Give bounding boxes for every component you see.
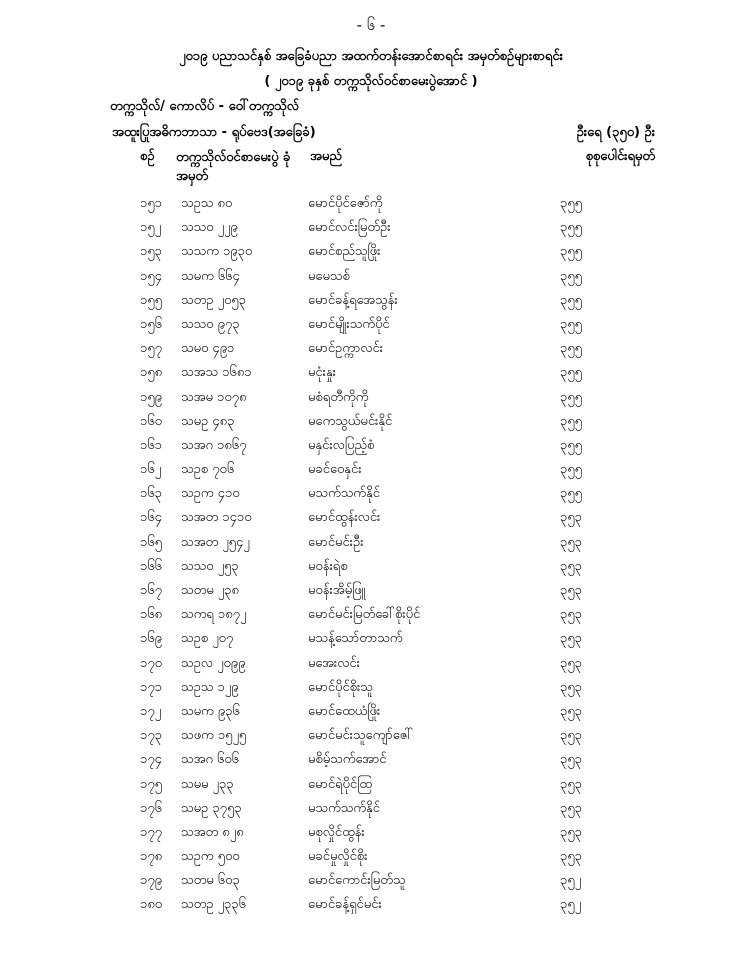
- student-name: မောင်ထွန်းလင်း: [308, 510, 381, 526]
- total-marks: ၃၅၂: [560, 873, 582, 889]
- row-number: ၁၆၄: [140, 510, 162, 526]
- table-row: [0, 675, 742, 699]
- student-name: မောင်စည်သူဖြိုး: [308, 244, 381, 260]
- row-number: ၁၇၃: [140, 728, 162, 744]
- total-marks: ၃၅၅: [560, 365, 582, 381]
- roll-number: သဥစ ၇၀၆: [181, 462, 235, 478]
- student-name: မောင်မင်းသူကျော်ဇေါ်: [308, 728, 414, 744]
- roll-number: သသဝ ၂၅၃: [181, 558, 239, 574]
- total-marks: ၃၅၃: [560, 607, 582, 623]
- student-name: မောင်မျိုးသက်ပိုင်: [308, 316, 390, 332]
- university-label: တက္ကသိုလ်/ ကောလိပ် - ဝေါ်တက္ကသိုလ်: [110, 99, 299, 114]
- total-marks: ၃၅၅: [560, 196, 582, 211]
- table-row: [0, 820, 742, 844]
- row-number: ၁၆၅: [140, 534, 162, 550]
- roll-number: သသဝ ၂၂၉: [181, 220, 238, 236]
- row-number: ၁၅၃: [140, 244, 162, 260]
- table-row: [0, 602, 742, 626]
- roll-number: သအမ ၁၀၇၈: [181, 389, 247, 405]
- roll-number: သဥသ ၈၀: [181, 196, 233, 211]
- document-subtitle: ( ၂၀၁၉ ခုနှစ် တက္ကသိုလ်ဝင်စာမေးပွဲအောင် ): [264, 74, 478, 89]
- student-name: မောင်ထေယံဖြိုး: [308, 703, 381, 719]
- row-number: ၁၇၉: [140, 873, 162, 889]
- row-number: ၁၇၅: [140, 776, 162, 792]
- row-number: ၁၅၁: [140, 196, 162, 211]
- student-name: မောင်ဥက္ကာလင်း: [308, 341, 384, 357]
- total-marks: ၃၅၃: [560, 510, 582, 526]
- student-name: မခင်ဝေနှင်း: [308, 462, 362, 478]
- document-title: ၂၀၁၉ ပညာသင်နှစ် အခြေခံပညာ အထက်တန်းအောင်စာရင်း အမှတ်စဉ်များစာရင်း: [179, 49, 563, 64]
- roll-number: သအတ ၈၂၈: [181, 824, 244, 840]
- roll-number: သမဝ ၄၉၁: [181, 341, 235, 357]
- table-row: [0, 336, 742, 360]
- row-number: ၁၇၆: [140, 800, 162, 816]
- table-row: [0, 530, 742, 554]
- table-row: [0, 264, 742, 288]
- table-row: [0, 191, 742, 215]
- row-number: ၁၆၇: [140, 583, 162, 598]
- roll-number: သတဥ ၂၃၃၆: [181, 897, 246, 913]
- total-marks: ၃၅၅: [560, 244, 582, 260]
- student-name: မငုံးနှုး: [308, 365, 336, 381]
- row-number: ၁၆၆: [140, 558, 162, 574]
- table-row: [0, 844, 742, 868]
- table-row: [0, 457, 742, 481]
- total-marks: ၃၅၅: [560, 220, 582, 236]
- roll-number: သအတ ၁၄၁၀: [181, 510, 252, 526]
- total-marks: ၃၅၅: [560, 437, 582, 453]
- total-marks: ၃၅၃: [560, 583, 582, 598]
- roll-number: သသက ၁၉၃၀: [181, 244, 253, 260]
- row-number: ၁၆၂: [140, 462, 162, 478]
- column-header-roll: တက္ကသိုလ်ဝင်စာမေးပွဲ ခုံအမှတ်: [176, 150, 291, 184]
- row-number: ၁၅၉: [140, 389, 162, 405]
- total-marks: ၃၅၃: [560, 776, 582, 792]
- student-name: မောင်ကောင်းမြတ်သူ: [308, 873, 406, 889]
- roll-number: သဥစ ၂၀၇: [181, 631, 234, 647]
- major-subject-label: အထူးပြုအဓိကဘာသာ - ရုပ်ဗေဒ(အခြေခံ): [112, 125, 316, 140]
- total-marks: ၃၅၅: [560, 316, 582, 332]
- table-row: [0, 772, 742, 796]
- student-name: မသန့်သော်တာသက်: [308, 631, 403, 647]
- student-name: မောင်ရဲပိုင်ထြ: [308, 776, 372, 792]
- total-marks: ၃၅၃: [560, 849, 582, 865]
- row-number: ၁၅၇: [140, 341, 162, 357]
- student-name: မောင်မင်းမြတ်ခေါ်စိုးပိုင်: [308, 607, 421, 623]
- row-number: ၁၅၂: [140, 220, 162, 236]
- roll-number: သမဥ ၄၈၃: [181, 413, 235, 429]
- roll-number: သမက ၉၃၆: [181, 703, 240, 719]
- row-number: ၁၆၉: [140, 631, 162, 647]
- total-marks: ၃၅၃: [560, 752, 582, 768]
- roll-number: သကရ ၁၈၇၂: [181, 607, 247, 623]
- roll-number: သဥလ ၂၀၉၉: [181, 655, 246, 671]
- student-name: မမေသစ်: [308, 268, 350, 284]
- student-name: မစိမ့်သက်အောင်: [308, 752, 387, 768]
- roll-number: သတမ ၆၀၃: [181, 873, 240, 889]
- table-row: [0, 433, 742, 457]
- row-number: ၁၇၀: [140, 655, 162, 671]
- table-row: [0, 505, 742, 529]
- total-marks: ၃၅၅: [560, 486, 582, 502]
- student-name: မောင်ပိုင်ဇော်ကို: [308, 196, 383, 211]
- roll-number: သသဝ ၉၇၃: [181, 316, 240, 332]
- student-name: မသက်သက်နိုင်: [308, 800, 380, 816]
- total-marks: ၃၅၃: [560, 679, 582, 695]
- table-row: [0, 409, 742, 433]
- total-marks: ၃၅၅: [560, 292, 582, 308]
- roll-number: သဥက ၄၁၀: [181, 486, 240, 502]
- row-number: ၁၅၆: [140, 316, 162, 332]
- roll-number: သတဥ ၂၀၅၃: [181, 292, 246, 308]
- roll-number: သမက ၆၆၄: [181, 268, 240, 284]
- total-marks: ၃၅၃: [560, 728, 582, 744]
- student-name: မောင်လင်းမြတ်ဦး: [308, 220, 391, 236]
- total-marks: ၃၅၃: [560, 824, 582, 840]
- table-row: [0, 578, 742, 602]
- roll-number: သမမ ၂၃၃: [181, 776, 234, 792]
- total-marks: ၃၅၅: [560, 389, 582, 405]
- table-row: [0, 554, 742, 578]
- student-name: မခင်မှုလှိုင်စိုး: [308, 849, 368, 865]
- student-name: မောင်ခန့်ရအေသွန်း: [308, 292, 398, 308]
- table-row: [0, 651, 742, 675]
- roll-number: သတမ ၂၃၈: [181, 583, 239, 598]
- table-row: [0, 215, 742, 239]
- student-name: မစံရတီကိုကို: [308, 389, 369, 405]
- total-marks: ၃၅၅: [560, 268, 582, 284]
- student-name: မနှင်းလပြည့်စံ: [308, 437, 375, 453]
- row-number: ၁၈၀: [140, 897, 163, 913]
- roll-number: သအတ ၂၅၄၂: [181, 534, 250, 550]
- column-header-name: အမည်: [310, 149, 342, 164]
- total-marks: ၃၅၂: [560, 897, 582, 913]
- student-name: မကေသွယ်မင်းနိုင်: [308, 413, 393, 429]
- table-row: [0, 288, 742, 312]
- row-number: ၁၅၈: [140, 365, 163, 381]
- row-number: ၁၇၄: [140, 752, 162, 768]
- student-name: မောင်ပိုင်စိုးသူ: [308, 679, 373, 695]
- column-header-total: စုစုပေါင်းရမှတ်: [585, 149, 655, 164]
- row-number: ၁၇၈: [140, 849, 163, 865]
- table-row: [0, 360, 742, 384]
- student-count: ဦးရေ (၃၅၀) ဦး: [576, 125, 655, 140]
- student-name: မသက်သက်နိုင်: [308, 486, 380, 502]
- total-marks: ၃၅၃: [560, 703, 582, 719]
- total-marks: ၃၅၃: [560, 655, 582, 671]
- row-number: ၁၇၂: [140, 703, 162, 719]
- table-row: [0, 868, 742, 892]
- student-name: မောင်ခန့်ရှင်မင်း: [308, 897, 382, 913]
- roll-number: သဥသ ၁၂၉: [181, 679, 239, 695]
- table-row: [0, 747, 742, 771]
- row-number: ၁၆၀: [140, 413, 162, 429]
- table-row: [0, 699, 742, 723]
- total-marks: ၃၅၃: [560, 800, 582, 816]
- row-number: ၁၆၃: [140, 486, 162, 502]
- row-number: ၁၇၁: [140, 679, 162, 695]
- roll-number: သအဂ ၆၀၆: [181, 752, 239, 768]
- row-number: ၁၅၄: [140, 268, 162, 284]
- table-row: [0, 892, 742, 916]
- table-row: [0, 796, 742, 820]
- table-row: [0, 312, 742, 336]
- roll-number: သမဥ ၃၇၅၃: [181, 800, 242, 816]
- total-marks: ၃၅၃: [560, 558, 582, 574]
- total-marks: ၃၅၅: [560, 413, 582, 429]
- total-marks: ၃၅၅: [560, 341, 582, 357]
- total-marks: ၃၅၃: [560, 631, 582, 647]
- roll-number: သအသ ၁၆၈၁: [181, 365, 252, 381]
- student-name: မအေးလင်း: [308, 655, 360, 671]
- row-number: ၁၆၈: [140, 607, 163, 623]
- table-row: [0, 239, 742, 263]
- total-marks: ၃၅၅: [560, 462, 582, 478]
- roll-number: သအဂ ၁၈၆၇: [181, 437, 247, 453]
- row-number: ၁၇၇: [140, 824, 162, 840]
- roll-number: သဖက ၁၅၂၅: [181, 728, 247, 744]
- total-marks: ၃၅၃: [560, 534, 582, 550]
- page-number: - ၆ -: [356, 16, 386, 34]
- table-row: [0, 723, 742, 747]
- table-row: [0, 481, 742, 505]
- student-name: မောင်မင်းဦး: [308, 534, 364, 550]
- table-row: [0, 626, 742, 650]
- column-header-no: စဉ်: [140, 149, 155, 164]
- row-number: ၁၆၁: [140, 437, 162, 453]
- student-name: မဝန်းရဲစ: [308, 558, 348, 574]
- result-table: [0, 191, 742, 917]
- row-number: ၁၅၅: [140, 292, 162, 308]
- student-name: မစုလှိုင်ထွန်း: [308, 824, 365, 840]
- student-name: မဝန်းအိမ့်ဖြူ: [308, 583, 366, 598]
- roll-number: သဥက ၅၀၀: [181, 849, 240, 865]
- table-row: [0, 385, 742, 409]
